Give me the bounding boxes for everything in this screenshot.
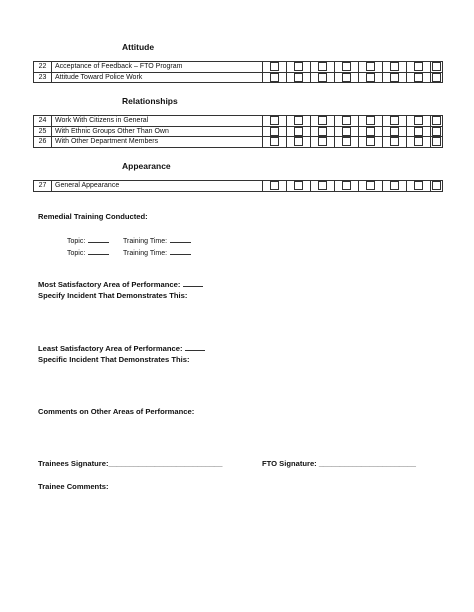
rating-checkbox[interactable] — [432, 73, 441, 82]
remedial-row-1-time — [123, 235, 191, 245]
rating-checkbox[interactable] — [318, 181, 327, 190]
most-satisfactory-line — [38, 279, 203, 289]
rating-checkbox[interactable] — [342, 62, 351, 71]
item-number: 24 — [34, 116, 52, 127]
rating-checkbox[interactable] — [390, 73, 399, 82]
rating-checkbox[interactable] — [390, 127, 399, 136]
table-row — [34, 62, 443, 73]
rating-checkbox[interactable] — [294, 181, 303, 190]
fto-signature[interactable]: FTO Signature: _______________________ — [262, 459, 416, 468]
table-row — [34, 72, 443, 83]
table-row — [34, 126, 443, 137]
section-title-relationships: Relationships — [122, 96, 178, 106]
rating-checkbox[interactable] — [318, 137, 327, 146]
rating-checkbox[interactable] — [366, 62, 375, 71]
trainee-signature[interactable]: Trainees Signature:___________________________ — [38, 459, 223, 468]
rating-checkbox[interactable] — [390, 181, 399, 190]
rating-checkbox[interactable] — [414, 181, 423, 190]
rating-checkbox[interactable] — [414, 62, 423, 71]
topic-label: Topic: — [67, 238, 86, 245]
trainee-comments-label: Trainee Comments: — [38, 482, 109, 491]
rating-checkbox[interactable] — [318, 62, 327, 71]
rating-checkbox[interactable] — [342, 116, 351, 125]
rating-checkbox[interactable] — [270, 181, 279, 190]
table-row — [34, 181, 443, 192]
rating-checkbox[interactable] — [318, 73, 327, 82]
rating-checkbox[interactable] — [294, 73, 303, 82]
training-time-blank[interactable] — [170, 235, 191, 243]
least-satisfactory-blank[interactable] — [185, 343, 205, 351]
section-title-appearance: Appearance — [122, 161, 171, 171]
rating-table-appearance — [33, 180, 443, 192]
rating-checkbox[interactable] — [390, 137, 399, 146]
rating-checkbox[interactable] — [432, 137, 441, 146]
rating-table-attitude — [33, 61, 443, 83]
rating-checkbox[interactable] — [270, 73, 279, 82]
rating-checkbox[interactable] — [342, 127, 351, 136]
item-label: General Appearance — [52, 181, 263, 192]
rating-checkbox[interactable] — [366, 127, 375, 136]
item-label: Work With Citizens in General — [52, 116, 263, 127]
remedial-row-2-time — [123, 247, 191, 257]
training-time-label: Training Time: — [123, 250, 168, 257]
rating-checkbox[interactable] — [270, 137, 279, 146]
rating-checkbox[interactable] — [270, 116, 279, 125]
remedial-row-2 — [67, 247, 109, 257]
rating-checkbox[interactable] — [318, 127, 327, 136]
rating-checkbox[interactable] — [366, 181, 375, 190]
rating-checkbox[interactable] — [294, 62, 303, 71]
topic-blank[interactable] — [88, 235, 109, 243]
remedial-row-1 — [67, 235, 109, 245]
least-satisfactory-incident: Specific Incident That Demonstrates This: — [38, 355, 190, 364]
rating-checkbox[interactable] — [414, 137, 423, 146]
least-satisfactory-line — [38, 343, 205, 353]
item-number: 25 — [34, 126, 52, 137]
rating-checkbox[interactable] — [390, 62, 399, 71]
rating-checkbox[interactable] — [366, 116, 375, 125]
rating-checkbox[interactable] — [366, 137, 375, 146]
item-label: Acceptance of Feedback – FTO Program — [52, 62, 263, 73]
rating-checkbox[interactable] — [432, 127, 441, 136]
topic-blank[interactable] — [88, 247, 109, 255]
rating-checkbox[interactable] — [366, 73, 375, 82]
topic-label: Topic: — [67, 250, 86, 257]
rating-checkbox[interactable] — [342, 137, 351, 146]
remedial-training-title: Remedial Training Conducted: — [38, 212, 148, 221]
rating-checkbox[interactable] — [294, 127, 303, 136]
rating-checkbox[interactable] — [432, 62, 441, 71]
rating-checkbox[interactable] — [390, 116, 399, 125]
rating-checkbox[interactable] — [342, 73, 351, 82]
rating-checkbox[interactable] — [414, 73, 423, 82]
item-label: With Other Department Members — [52, 137, 263, 148]
section-title-attitude: Attitude — [122, 42, 155, 52]
rating-checkbox[interactable] — [432, 181, 441, 190]
table-row — [34, 116, 443, 127]
rating-checkbox[interactable] — [342, 181, 351, 190]
rating-checkbox[interactable] — [270, 62, 279, 71]
training-time-blank[interactable] — [170, 247, 191, 255]
rating-checkbox[interactable] — [270, 127, 279, 136]
item-number: 22 — [34, 62, 52, 73]
item-label: With Ethnic Groups Other Than Own — [52, 126, 263, 137]
rating-checkbox[interactable] — [414, 127, 423, 136]
rating-checkbox[interactable] — [318, 116, 327, 125]
training-time-label: Training Time: — [123, 238, 168, 245]
rating-checkbox[interactable] — [432, 116, 441, 125]
comments-label: Comments on Other Areas of Performance: — [38, 407, 195, 416]
table-row — [34, 137, 443, 148]
most-satisfactory-blank[interactable] — [183, 279, 203, 287]
rating-checkbox[interactable] — [294, 137, 303, 146]
rating-checkbox[interactable] — [294, 116, 303, 125]
item-label: Attitude Toward Police Work — [52, 72, 263, 83]
item-number: 23 — [34, 72, 52, 83]
most-satisfactory-label: Most Satisfactory Area of Performance: — [38, 280, 181, 289]
rating-table-relationships — [33, 115, 443, 148]
item-number: 26 — [34, 137, 52, 148]
least-satisfactory-label: Least Satisfactory Area of Performance: — [38, 344, 183, 353]
most-satisfactory-incident: Specify Incident That Demonstrates This: — [38, 291, 188, 300]
rating-checkbox[interactable] — [414, 116, 423, 125]
item-number: 27 — [34, 181, 52, 192]
